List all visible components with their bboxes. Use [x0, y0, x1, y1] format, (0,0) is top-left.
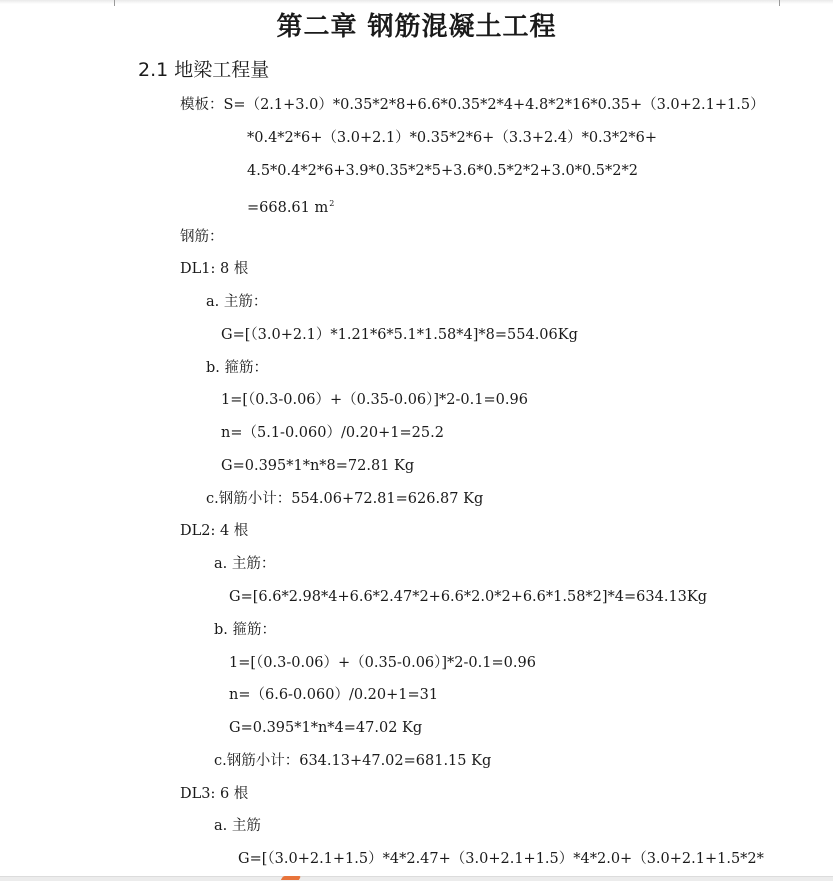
- page-bottom-edge: [0, 876, 833, 881]
- dl2-main-formula: G=[6.6*2.98*4+6.6*2.47*2+6.6*2.0*2+6.6*1.58*2]*4=634.13Kg: [229, 589, 708, 605]
- dl1-main-label: a. 主筋：: [206, 294, 268, 310]
- formwork-result-value: =668.61 m: [247, 199, 329, 216]
- dl2-stirrup-length: 1=[（0.3-0.06）+（0.35-0.06）]*2-0.1=0.96: [229, 655, 536, 671]
- dl2-stirrup-weight: G=0.395*1*n*4=47.02 Kg: [229, 720, 423, 736]
- dl1-stirrup-count: n=（5.1-0.060）/0.20+1=25.2: [221, 425, 444, 441]
- formwork-result: [247, 194, 334, 218]
- chapter-title: 第二章 钢筋混凝土工程: [276, 12, 557, 42]
- page-top-edge: [0, 0, 833, 4]
- dl3-main-label: a. 主筋: [214, 818, 261, 834]
- section-title: 2.1 地梁工程量: [138, 59, 270, 81]
- formwork-line-3: 4.5*0.4*2*6+3.9*0.35*2*5+3.6*0.5*2*2+3.0*0.5*2*2: [247, 163, 638, 179]
- dl1-heading: DL1: 8 根: [180, 261, 249, 277]
- dl1-stirrup-label: b. 箍筋：: [206, 360, 268, 376]
- dl1-main-formula: G=[（3.0+2.1）*1.21*6*5.1*1.58*4]*8=554.06Kg: [221, 327, 578, 343]
- area-unit-superscript: 2: [329, 199, 335, 208]
- rebar-label: 钢筋：: [180, 229, 224, 245]
- dl2-stirrup-label: b. 箍筋：: [214, 622, 276, 638]
- dl1-subtotal: c.钢筋小计：554.06+72.81=626.87 Kg: [206, 491, 484, 507]
- dl2-main-label: a. 主筋：: [214, 556, 276, 572]
- dl1-stirrup-weight: G=0.395*1*n*8=72.81 Kg: [221, 458, 415, 474]
- formwork-line-2: *0.4*2*6+（3.0+2.1）*0.35*2*6+（3.3+2.4）*0.3*2*6+: [247, 130, 657, 146]
- dl3-main-formula: G=[（3.0+2.1+1.5）*4*2.47+（3.0+2.1+1.5）*4*2.0+（3.0+2.1+1.5*2*: [238, 851, 764, 867]
- dl2-subtotal: c.钢筋小计：634.13+47.02=681.15 Kg: [214, 753, 492, 769]
- dl3-heading: DL3: 6 根: [180, 786, 249, 802]
- formwork-line-1: 模板：S=（2.1+3.0）*0.35*2*8+6.6*0.35*2*4+4.8*2*16*0.35+（3.0+2.1+1.5）: [180, 97, 765, 113]
- cursor-fragment: [281, 876, 301, 880]
- dl1-stirrup-length: 1=[（0.3-0.06）+（0.35-0.06）]*2-0.1=0.96: [221, 392, 528, 408]
- dl2-stirrup-count: n=（6.6-0.060）/0.20+1=31: [229, 687, 439, 703]
- dl2-heading: DL2: 4 根: [180, 523, 249, 539]
